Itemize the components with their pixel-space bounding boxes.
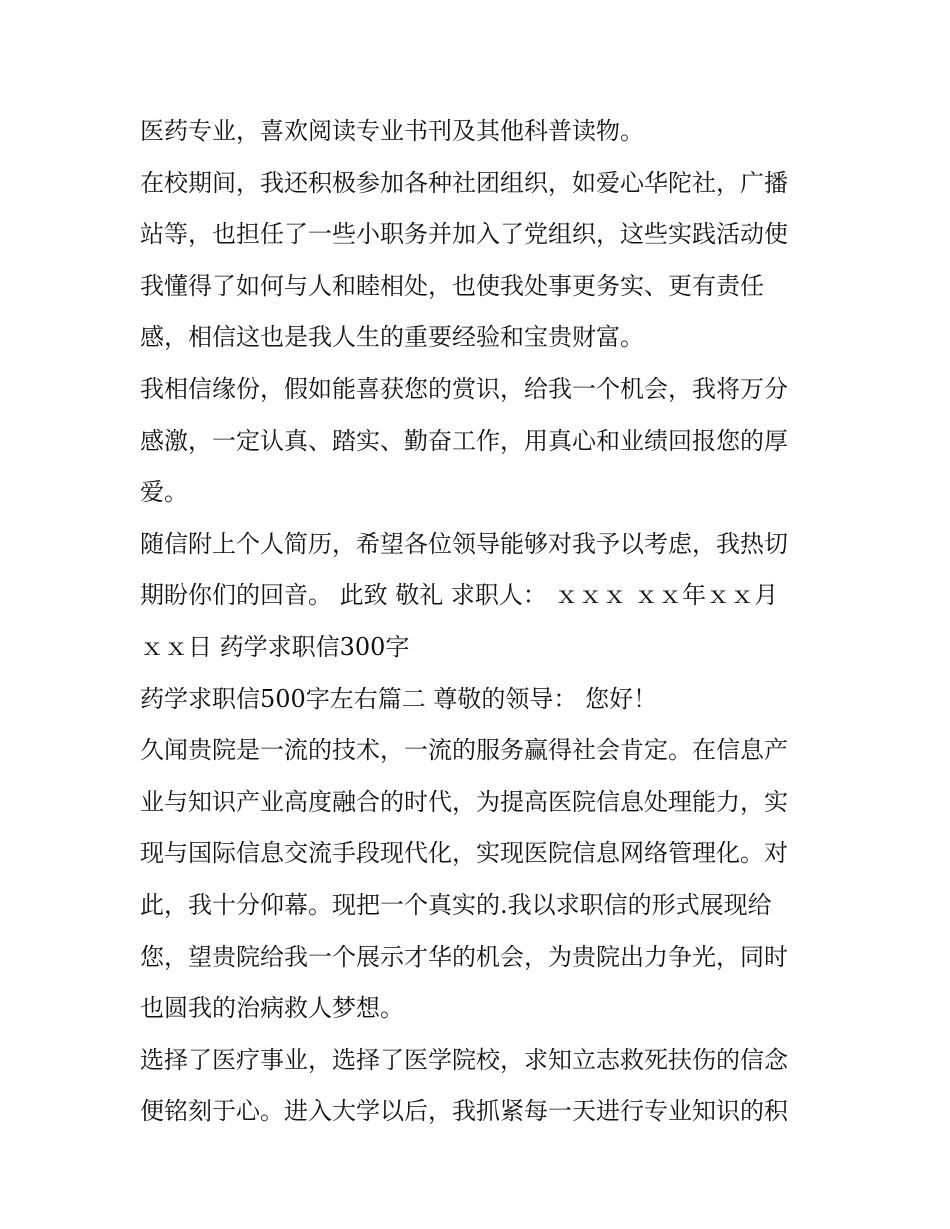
text-line: 我相信缘份，假如能喜获您的赏识，给我一个机会，我将万分 xyxy=(140,374,788,403)
text-line: 感激，一定认真、踏实、勤奋工作，用真心和业绩回报您的厚 xyxy=(140,426,788,455)
text-line: 选择了医疗事业，选择了医学院校，求知立志救死扶伤的信念 xyxy=(140,1045,788,1074)
text-line: 在校期间，我还积极参加各种社团组织，如爱心华陀社，广播 xyxy=(140,168,788,197)
text-line: 业与知识产业高度融合的时代，为提高医院信息处理能力，实 xyxy=(140,787,788,816)
text-line: 此，我十分仰幕。现把一个真实的.我以求职信的形式展现给 xyxy=(140,890,772,919)
text-line: 随信附上个人简历，希望各位领导能够对我予以考虑，我热切 xyxy=(140,529,788,558)
text-line: 便铭刻于心。进入大学以后，我抓紧每一天进行专业知识的积 xyxy=(140,1097,788,1126)
text-line: 站等，也担任了一些小职务并加入了党组织，这些实践活动使 xyxy=(140,220,788,249)
text-line: 药学求职信500字左右篇二 尊敬的领导： 您好！ xyxy=(140,684,658,713)
text-line: 您，望贵院给我一个展示才华的机会，为贵院出力争光，同时 xyxy=(140,942,788,971)
text-line: 医药专业，喜欢阅读专业书刊及其他科普读物。 xyxy=(140,117,644,145)
text-line: 我懂得了如何与人和睦相处，也使我处事更务实、更有责任 xyxy=(140,271,764,300)
document-body xyxy=(140,106,820,1138)
text-line: 也圆我的治病救人梦想。 xyxy=(140,994,404,1023)
text-line: 爱。 xyxy=(140,478,188,507)
text-line: 期盼你们的回音。 此致 敬礼 求职人： ｘｘｘ ｘｘ年ｘｘ月 xyxy=(140,581,779,610)
text-line: 久闻贵院是一流的技术，一流的服务赢得社会肯定。在信息产 xyxy=(140,736,788,765)
text-line: ｘｘ日 药学求职信300字 xyxy=(140,632,410,661)
text-line: 现与国际信息交流手段现代化，实现医院信息网络管理化。对 xyxy=(140,839,788,868)
text-line: 感，相信这也是我人生的重要经验和宝贵财富。 xyxy=(140,323,644,352)
